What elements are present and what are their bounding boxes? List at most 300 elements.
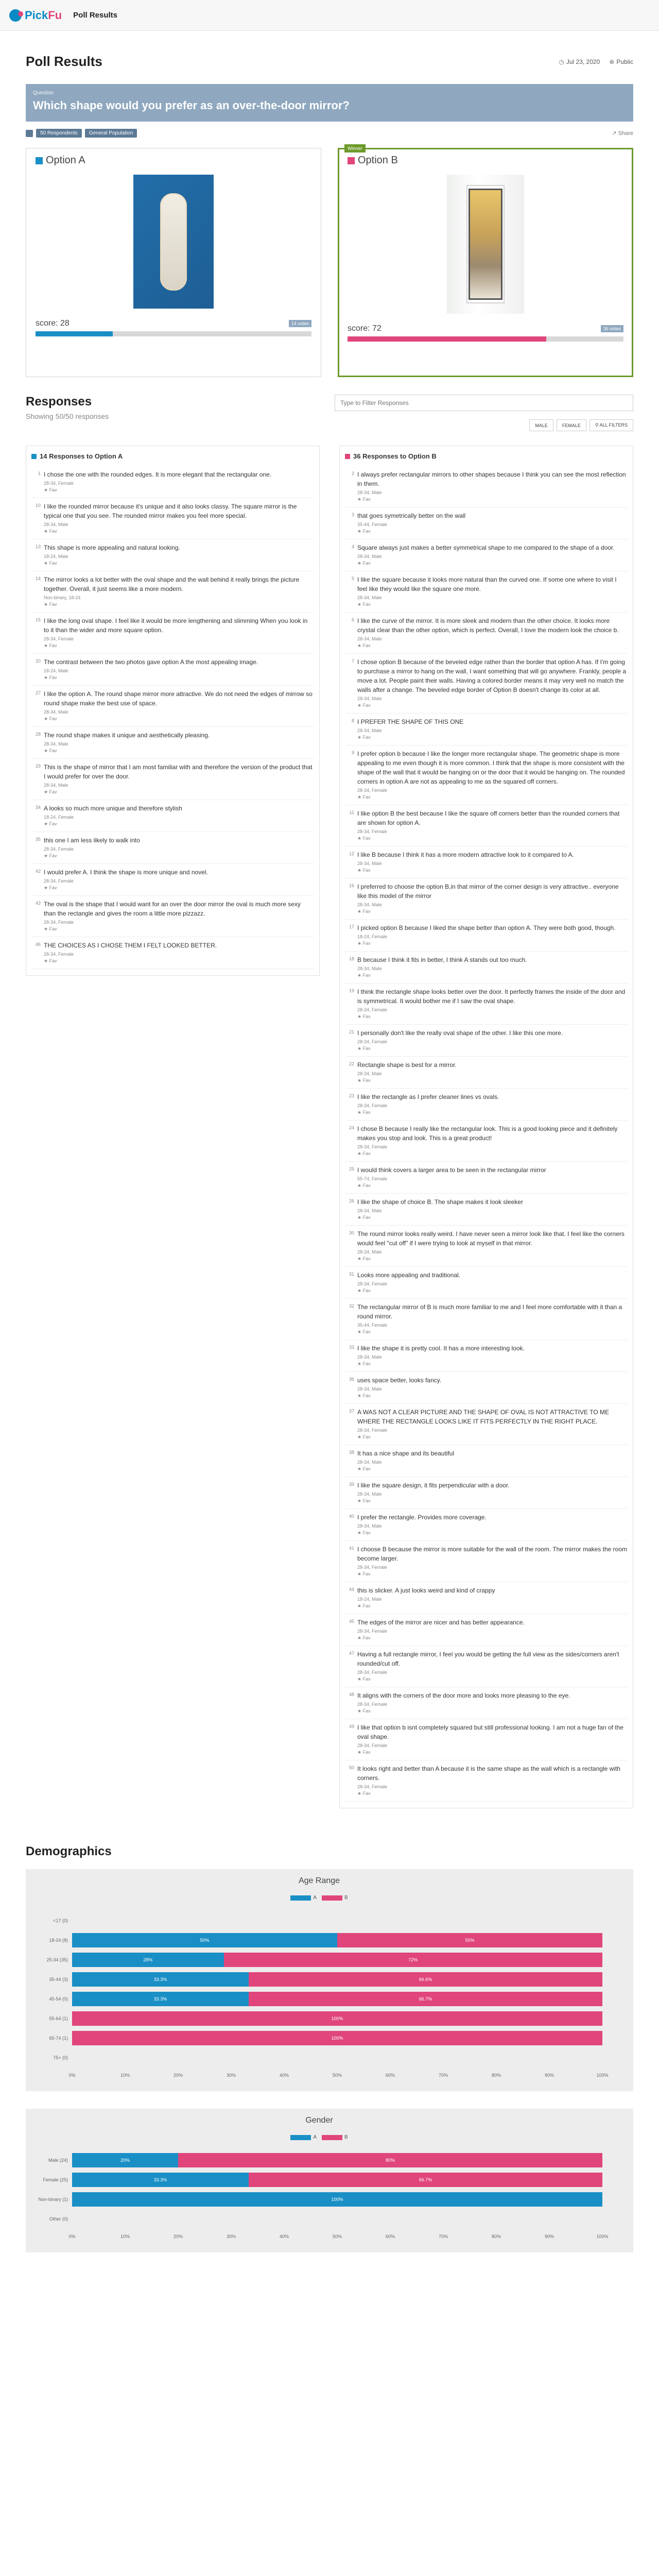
list-item[interactable] [31, 727, 314, 759]
favorite-label: Fav [362, 1498, 371, 1503]
favorite-button[interactable] [357, 602, 628, 607]
favorite-button[interactable] [44, 602, 314, 607]
poll-header [26, 31, 633, 84]
favorite-button[interactable] [357, 794, 628, 800]
favorite-button[interactable] [357, 836, 628, 841]
list-item[interactable] [31, 571, 314, 613]
response-body [357, 1513, 628, 1536]
response-body [357, 1650, 628, 1682]
bar-track [72, 1933, 602, 1947]
favorite-label: Fav [362, 794, 371, 800]
favorite-button[interactable] [44, 821, 314, 827]
response-number: 34 [35, 805, 41, 810]
list-item[interactable] [345, 1372, 628, 1404]
favorite-label: Fav [362, 836, 371, 841]
response-body [44, 657, 314, 681]
bar-segment-b[interactable]: 72% [224, 1953, 602, 1967]
favorite-button[interactable] [357, 1676, 628, 1682]
response-demographics: 28-34, Male [357, 636, 382, 641]
favorite-label: Fav [362, 941, 371, 946]
list-item[interactable] [31, 937, 314, 969]
favorite-button[interactable] [357, 1498, 628, 1504]
favorite-label: Fav [362, 1329, 371, 1334]
list-item[interactable] [345, 466, 628, 507]
response-text: Having a full rectangle mirror, I feel you would be getting the full view as the sides/corners aren't rounded/cut off. [357, 1651, 619, 1667]
bar-segment-b[interactable]: 66.6% [249, 1972, 602, 1987]
legend-swatch [322, 2135, 342, 2140]
tick-label: 30% [226, 2073, 236, 2078]
response-body [357, 543, 628, 566]
list-item[interactable] [345, 1089, 628, 1121]
bar-segment-b[interactable]: 100% [72, 2011, 602, 2026]
option-a-votes: 14 votes [289, 320, 311, 327]
header-title: Poll Results [73, 11, 118, 20]
list-item[interactable] [345, 613, 628, 654]
tick-label: 20% [173, 2073, 183, 2078]
response-demographics: 28-34, Male [357, 554, 382, 559]
response-demographics: 28-34, Male [357, 696, 382, 701]
favorite-label: Fav [49, 748, 57, 753]
poll-meta [559, 58, 633, 65]
favorite-button[interactable] [357, 1434, 628, 1440]
legend-swatch [322, 1895, 342, 1901]
option-a-score: score: 28 [36, 319, 70, 328]
list-item[interactable] [345, 1194, 628, 1226]
star-icon: ★ [44, 748, 49, 753]
legend-label: A [313, 2134, 317, 2140]
list-item[interactable] [345, 1477, 628, 1509]
response-body [357, 511, 628, 534]
star-icon: ★ [44, 789, 49, 794]
response-number: 46 [35, 942, 41, 947]
response-text: B because I think it fits in better, I think A stands out too much. [357, 956, 527, 963]
star-icon: ★ [44, 885, 49, 890]
response-demographics: 18-24, Male [357, 1597, 382, 1602]
star-icon: ★ [44, 926, 49, 931]
list-item[interactable] [31, 800, 314, 832]
response-text: I chose the one with the rounded edges. It is more elegant that the rectangular one. [44, 471, 272, 478]
favorite-button[interactable] [357, 1791, 628, 1797]
bar-row [36, 2009, 602, 2028]
list-item[interactable] [345, 1299, 628, 1340]
star-icon: ★ [357, 497, 363, 502]
question-banner [26, 84, 633, 122]
response-number: 32 [349, 1303, 354, 1309]
favorite-label: Fav [362, 1078, 371, 1083]
favorite-button[interactable] [44, 529, 314, 534]
favorite-button[interactable] [357, 643, 628, 649]
filter-buttons [335, 419, 633, 431]
favorite-button[interactable] [357, 1014, 628, 1020]
response-text: The oval is the shape that I would want for an over the door mirror the oval is much more sexy than the rectangle and gives the room a little more pizzazz. [44, 901, 301, 917]
responses-a-header: 14 Responses to Option A [31, 452, 314, 460]
favorite-button[interactable] [357, 1183, 628, 1189]
favorite-label: Fav [362, 868, 371, 873]
respondents-tag[interactable]: 50 Respondents [36, 129, 82, 138]
favorite-label: Fav [362, 1393, 371, 1398]
filter-responses-input[interactable] [335, 395, 633, 411]
star-icon: ★ [357, 1434, 363, 1439]
list-item[interactable] [345, 714, 628, 745]
list-item[interactable] [345, 1025, 628, 1057]
logo-text: PickFu [25, 8, 62, 22]
favorite-button[interactable] [357, 1329, 628, 1335]
list-item[interactable] [345, 1057, 628, 1089]
response-number: 13 [35, 544, 41, 549]
response-body [357, 657, 628, 708]
response-text: The edges of the mirror are nicer and has better appearance. [357, 1619, 525, 1626]
tick-label: 20% [173, 2234, 183, 2239]
response-number: 35 [35, 837, 41, 842]
star-icon: ★ [357, 1791, 363, 1796]
star-icon: ★ [357, 909, 363, 914]
legend-label: B [344, 2134, 348, 2140]
tick-label: 10% [120, 2073, 130, 2078]
favorite-button[interactable] [357, 1151, 628, 1157]
list-item[interactable] [31, 466, 314, 498]
list-item[interactable] [345, 805, 628, 846]
star-icon: ★ [357, 1635, 363, 1640]
bar-row [36, 1911, 602, 1930]
response-body [357, 850, 628, 873]
filter-icon: ⚲ [595, 422, 600, 428]
favorite-button[interactable] [44, 748, 314, 754]
bar-segment-b[interactable]: 100% [72, 2031, 602, 2045]
response-text: that goes symetrically better on the wall [357, 512, 466, 519]
tick-label: 80% [491, 2234, 501, 2239]
favorite-label: Fav [49, 529, 57, 534]
favorite-button[interactable] [357, 1046, 628, 1052]
favorite-button[interactable] [357, 941, 628, 946]
list-item[interactable] [31, 613, 314, 654]
bar-segment-a[interactable]: 28% [72, 1953, 224, 1967]
response-text: I like the rectangle as I prefer cleaner lines vs ovals. [357, 1093, 499, 1100]
list-item[interactable] [345, 654, 628, 714]
favorite-button[interactable] [44, 926, 314, 932]
responses-column-b [339, 446, 633, 1808]
favorite-button[interactable] [357, 1750, 628, 1755]
list-item[interactable] [345, 1760, 628, 1802]
bar-segment-b[interactable]: 80% [178, 2153, 602, 2167]
list-item[interactable] [345, 984, 628, 1025]
favorite-label: Fav [362, 1635, 371, 1640]
list-item[interactable] [345, 1582, 628, 1614]
response-demographics: 28-34, Female [357, 1103, 388, 1108]
response-demographics: 28-34, Female [357, 1144, 388, 1149]
favorite-label: Fav [362, 1215, 371, 1220]
favorite-label: Fav [49, 821, 57, 826]
favorite-button[interactable] [357, 1393, 628, 1399]
list-item[interactable] [345, 745, 628, 805]
favorite-button[interactable] [357, 1530, 628, 1536]
bar-segment-a[interactable]: 33.3% [72, 2173, 249, 2187]
chart-title: Age Range [298, 1876, 340, 1885]
favorite-label: Fav [49, 716, 57, 721]
favorite-label: Fav [49, 643, 57, 648]
demographics-title: Demographics [26, 1844, 112, 1858]
option-b-image-wrap [348, 175, 623, 314]
bar-segment-a[interactable]: 33.3% [72, 1992, 249, 2006]
response-number: 50 [349, 1765, 354, 1770]
response-text: The contrast between the two photos gave option A the most appealing image. [44, 658, 258, 666]
response-number: 14 [35, 576, 41, 581]
favorite-button[interactable] [357, 529, 628, 534]
option-b-votes: 36 votes [601, 325, 623, 332]
category-label: Male (24) [48, 2158, 68, 2163]
response-demographics: 28-34, Female [44, 878, 74, 884]
legend-item[interactable] [290, 2134, 317, 2140]
favorite-button[interactable] [44, 716, 314, 722]
tick-label: 100% [596, 2073, 609, 2078]
oval-mirror-image[interactable] [133, 175, 214, 309]
tick-label: 10% [120, 2234, 130, 2239]
favorite-button[interactable] [357, 561, 628, 566]
response-demographics: 18-24, Female [357, 934, 388, 939]
response-number: 22 [349, 1061, 354, 1066]
response-text: I like the square design, it fits perpendicular with a door. [357, 1482, 510, 1489]
list-item[interactable] [345, 846, 628, 878]
favorite-button[interactable] [357, 1215, 628, 1221]
response-number: 27 [35, 690, 41, 696]
list-item[interactable] [31, 832, 314, 864]
response-text: I like the option A. The round shape mirror more attractive. We do not need the edges of mirrow so round shape make the best use of space. [44, 690, 313, 707]
favorite-button[interactable] [357, 1256, 628, 1262]
response-demographics: 28-34, Female [357, 1702, 388, 1707]
tick-label: 70% [438, 2234, 448, 2239]
response-demographics: 28-34, Female [357, 1007, 388, 1012]
favorite-label: Fav [362, 1183, 371, 1188]
favorite-button[interactable] [357, 1635, 628, 1641]
list-item[interactable] [345, 1509, 628, 1541]
list-item[interactable] [345, 1445, 628, 1477]
favorite-label: Fav [362, 1466, 371, 1471]
favorite-button[interactable] [44, 643, 314, 649]
response-number: 31 [349, 1272, 354, 1277]
responses-a-list [31, 466, 314, 969]
favorite-button[interactable] [357, 973, 628, 978]
response-number: 11 [349, 810, 354, 815]
list-item[interactable] [345, 539, 628, 571]
favorite-button[interactable] [357, 1708, 628, 1714]
favorite-label: Fav [362, 703, 371, 708]
response-text: I choose B because the mirror is more suitable for the wall of the room. The mirror makes the room become larger. [357, 1546, 627, 1562]
star-icon: ★ [357, 1329, 363, 1334]
response-text: I like the curve of the mirror. It is more sleek and modern than the other choice. It looks more crystal clear than the other option, which is perfect. Overall, I love the modern look the choice b. [357, 617, 619, 634]
response-number: 21 [349, 1029, 354, 1035]
list-item[interactable] [345, 1162, 628, 1194]
favorite-button[interactable] [357, 703, 628, 708]
favorite-button[interactable] [44, 958, 314, 964]
response-demographics: 28-34, Female [357, 1428, 388, 1433]
response-number: 19 [349, 988, 354, 993]
response-body [357, 749, 628, 800]
responses-header [26, 395, 633, 431]
tick-label: 60% [385, 2073, 395, 2078]
list-item[interactable] [31, 864, 314, 896]
bar-segment-a[interactable]: 50% [72, 1933, 337, 1947]
favorite-button[interactable] [357, 735, 628, 740]
tick-label: 40% [279, 2234, 289, 2239]
favorite-label: Fav [362, 1110, 371, 1115]
response-body [357, 1449, 628, 1472]
star-icon: ★ [357, 1708, 363, 1714]
favorite-button[interactable] [357, 1110, 628, 1115]
response-demographics: 18-24, Male [44, 554, 68, 559]
bar-segment-b[interactable]: 66.7% [249, 2173, 602, 2187]
legend-item[interactable] [322, 2134, 348, 2140]
response-body [357, 717, 628, 740]
star-icon: ★ [357, 1571, 363, 1577]
favorite-button[interactable] [44, 561, 314, 566]
response-body [357, 1344, 628, 1367]
list-item[interactable] [31, 896, 314, 937]
option-a-score-bar [36, 331, 311, 336]
list-item[interactable] [345, 1646, 628, 1687]
list-item[interactable] [345, 507, 628, 539]
option-b-label: Option B [358, 155, 398, 166]
list-item[interactable] [345, 1340, 628, 1372]
favorite-button[interactable] [44, 487, 314, 493]
category-label: 55-64 (1) [49, 2016, 68, 2021]
response-body [357, 470, 628, 502]
response-demographics: 28-34, Female [44, 481, 74, 486]
response-body [357, 809, 628, 841]
response-body [357, 1229, 628, 1262]
response-body [44, 836, 314, 859]
option-a-card[interactable] [26, 148, 321, 377]
tick-label: 90% [544, 2234, 554, 2239]
legend-label: A [313, 1895, 317, 1901]
favorite-button[interactable] [357, 1288, 628, 1294]
legend-item[interactable] [290, 1895, 317, 1901]
list-item[interactable] [31, 539, 314, 571]
tick-label: 60% [385, 2234, 395, 2239]
list-item[interactable] [345, 920, 628, 952]
pickfu-logo[interactable] [9, 9, 62, 22]
response-number: 8 [351, 718, 354, 723]
option-b-card[interactable] [338, 148, 633, 377]
response-demographics: 28-34, Female [357, 1565, 388, 1570]
list-item[interactable] [345, 1267, 628, 1299]
response-demographics: Non-binary, 18-24 [44, 595, 81, 600]
favorite-button[interactable] [357, 497, 628, 502]
bar-segment-b[interactable]: 66.7% [249, 1992, 602, 2006]
favorite-button[interactable] [357, 1078, 628, 1083]
poll-visibility[interactable]: ⊕ Public [609, 58, 633, 65]
list-item[interactable] [31, 759, 314, 800]
favorite-button[interactable] [357, 1603, 628, 1609]
list-item[interactable] [345, 1541, 628, 1582]
bar-row [36, 1970, 602, 1989]
filter-female-button[interactable]: FEMALE [557, 419, 586, 431]
category-label: Female (25) [43, 2177, 68, 2182]
filter-male-button[interactable]: MALE [529, 419, 553, 431]
option-a-image-wrap [36, 175, 311, 309]
option-b-swatch [348, 157, 355, 164]
favorite-button[interactable] [357, 1466, 628, 1472]
favorite-label: Fav [362, 529, 371, 534]
favorite-label: Fav [362, 735, 371, 740]
star-icon: ★ [357, 794, 363, 800]
response-number: 43 [35, 901, 41, 906]
legend-item[interactable] [322, 1895, 348, 1901]
options-row [26, 148, 633, 377]
rectangle-mirror-image[interactable] [447, 175, 524, 314]
response-number: 18 [349, 956, 354, 961]
favorite-label: Fav [362, 1014, 371, 1019]
response-text: I chose B because I really like the rectangular look. This is a good looking piece and it definitely makes you stop and look. This is a great product! [357, 1125, 618, 1142]
response-text: I preferred to choose the option B,in that mirror of the corner design is very attractive.. everyone like this model of the mirror [357, 883, 619, 900]
response-text: The rectangular mirror of B is much more familiar to me and I feel more comfortable with it than a round mirror. [357, 1303, 622, 1320]
list-item[interactable] [31, 654, 314, 686]
bar-segment-a[interactable]: 20% [72, 2153, 178, 2167]
star-icon: ★ [357, 735, 363, 740]
list-item[interactable] [345, 571, 628, 613]
all-filters-button[interactable]: ⚲ ALL FILTERS [589, 419, 633, 431]
bar-segment-a[interactable]: 33.3% [72, 1972, 249, 1987]
response-demographics: 28-34, Female [357, 1743, 388, 1748]
x-axis [68, 2073, 609, 2080]
list-item[interactable] [345, 878, 628, 920]
response-demographics: 18-24, Female [44, 815, 74, 820]
list-item[interactable] [345, 1226, 628, 1267]
star-icon: ★ [357, 1393, 363, 1398]
star-icon: ★ [357, 1151, 363, 1156]
star-icon: ★ [44, 529, 49, 534]
response-number: 49 [349, 1724, 354, 1729]
response-body [357, 1124, 628, 1157]
list-item[interactable] [31, 686, 314, 727]
response-text: I think the rectangle shape looks better over the door. It perfectly frames the inside of the door and is symmetrical. It would bother me if I saw the oval shape. [357, 988, 626, 1005]
response-number: 6 [351, 617, 354, 622]
response-text: I prefer option b because I like the longer more rectangular shape. The geometric shape is more appealing to me even though it is more common. I think that the shape is more consistent with the shape of the wall that it would be hanging on or the door that it would be hanging on. The rounded corners in option A are not as appealing to me as the squared off corners. [357, 750, 625, 785]
response-number: 24 [349, 1125, 354, 1130]
bar-segment-a[interactable]: 100% [72, 2192, 602, 2207]
response-body [357, 616, 628, 649]
response-demographics: 28-34, Female [357, 788, 388, 793]
list-item[interactable] [345, 1121, 628, 1162]
bar-segment-b[interactable]: 50% [337, 1933, 602, 1947]
share-button[interactable]: ↗ Share [612, 130, 633, 137]
response-demographics: 28-34, Female [357, 1784, 388, 1789]
list-item[interactable] [345, 952, 628, 984]
response-body [357, 1618, 628, 1641]
response-demographics: 28-34, Female [357, 1281, 388, 1286]
favorite-button[interactable] [357, 868, 628, 873]
favorite-button[interactable] [44, 885, 314, 891]
star-icon: ★ [44, 487, 49, 493]
star-icon: ★ [44, 958, 49, 963]
response-number: 23 [349, 1093, 354, 1098]
favorite-label: Fav [362, 909, 371, 914]
favorite-button[interactable] [357, 1571, 628, 1577]
favorite-button[interactable] [357, 909, 628, 914]
option-a-swatch-small [31, 454, 37, 459]
list-item[interactable] [345, 1614, 628, 1646]
favorite-button[interactable] [357, 1361, 628, 1367]
population-tag[interactable]: General Population [85, 129, 137, 138]
favorite-button[interactable] [44, 789, 314, 795]
list-item[interactable] [31, 498, 314, 539]
response-demographics: 28-34, Male [44, 783, 68, 788]
question-label: Question [33, 90, 54, 96]
list-item[interactable] [345, 1719, 628, 1760]
list-item[interactable] [345, 1404, 628, 1445]
favorite-button[interactable] [44, 853, 314, 859]
star-icon: ★ [44, 853, 49, 858]
list-item[interactable] [345, 1687, 628, 1719]
favorite-button[interactable] [44, 675, 314, 681]
